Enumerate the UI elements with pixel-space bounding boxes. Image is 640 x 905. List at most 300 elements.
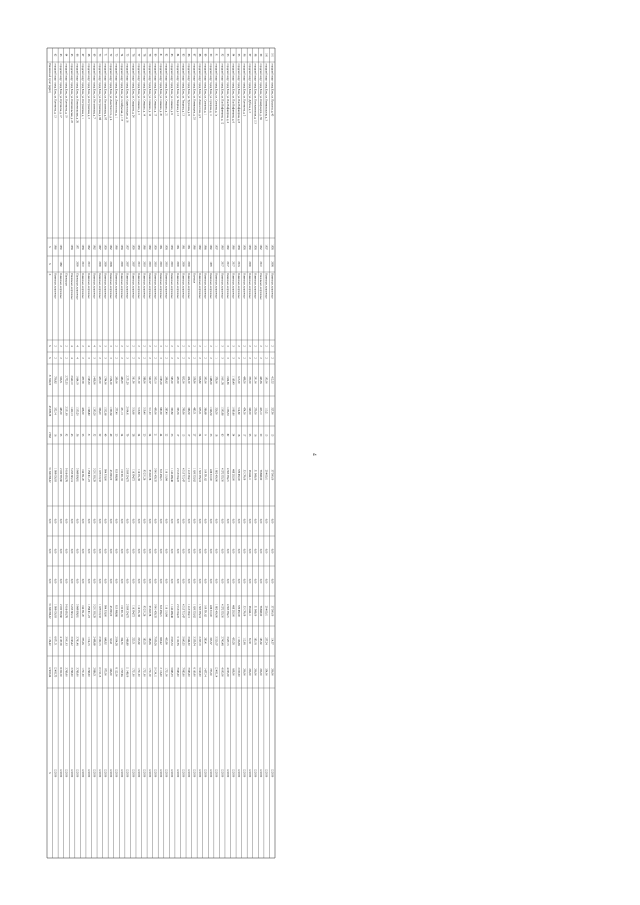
table-cell: 0,00	[170, 578, 174, 584]
table-cell: 0,00	[220, 518, 224, 524]
table-cell: 12.2030	[147, 768, 151, 778]
table-cell: 3 769,00	[75, 667, 79, 677]
table-cell: 9 616 693,78	[64, 604, 68, 618]
table-cell: 450,00	[175, 376, 179, 384]
header-cell: 0,00	[47, 548, 51, 554]
table-cell: 2	[192, 357, 196, 359]
table-cell: 1961	[186, 244, 190, 250]
table-cell: 2 642,10	[70, 375, 74, 385]
table-cell: 0,00	[225, 578, 229, 584]
table-cell: 2009	[97, 261, 101, 267]
table-cell: 1937	[264, 244, 268, 250]
table-cell: 67	[81, 53, 85, 57]
table-cell: 994 518,00	[103, 469, 107, 481]
table-cell: 84	[175, 53, 179, 57]
table-cell: 1997	[97, 244, 101, 250]
table-cell: городской округ город Елец, ул. Семашко, д. 20	[159, 63, 163, 116]
table-cell: 4 197,09	[58, 636, 62, 646]
table-cell: 12.2030	[220, 768, 224, 778]
table-cell: 185,18	[253, 637, 257, 645]
table-cell: Каменные, кирпичные	[214, 273, 218, 299]
table-cell: 2 015 004,22	[175, 604, 179, 618]
table-cell: 386,30	[186, 407, 190, 415]
table-cell: 0,00	[92, 518, 96, 524]
table-cell: городской округ город Елец, ул. Костромская, д. 8б	[97, 63, 101, 121]
table-cell: 7 983,00	[186, 667, 190, 677]
table-cell: 1957	[125, 244, 129, 250]
table-cell: 1 664,19	[75, 375, 79, 385]
table-cell: 92	[64, 433, 68, 437]
table-cell: 28 444,11	[248, 469, 252, 481]
table-cell: 980,90	[159, 407, 163, 415]
table-cell: 2	[58, 357, 62, 359]
table-cell: 2009	[103, 261, 107, 267]
table-cell: городской округ город Елец, ул. Товарная, д. 12	[175, 63, 179, 116]
table-cell: 51 908,00	[253, 469, 257, 481]
table-cell: 0,00	[164, 548, 168, 554]
table-cell: Каменные, кирпичные	[220, 273, 224, 299]
table-cell: 8 122,00	[114, 667, 118, 677]
table-cell: 0,00	[220, 578, 224, 584]
table-cell: 0,00	[186, 548, 190, 554]
table-cell: 5 235 345,16	[70, 604, 74, 618]
table-cell: 511,20	[147, 407, 151, 415]
table-cell: 0,00	[53, 578, 57, 584]
table-cell: городской округ город Елец, ул. Комсомольская, д. 22	[70, 63, 74, 123]
table-cell: 0,00	[270, 518, 274, 524]
table-cell: 73	[114, 53, 118, 57]
table-cell: 0,00	[131, 518, 135, 524]
table-cell: 0,00	[131, 578, 135, 584]
table-cell: 0,00	[75, 518, 79, 524]
table-cell: 206,00	[253, 668, 257, 676]
table-cell: 96	[242, 53, 246, 57]
table-cell: 1959	[153, 244, 157, 250]
table-cell: 2	[186, 357, 190, 359]
table-cell: Каменные, кирпичные	[131, 273, 135, 299]
table-cell: 1 488,00	[209, 375, 213, 385]
table-cell: 17	[242, 433, 246, 437]
table-cell: Каменные, кирпичные	[81, 273, 85, 299]
table-cell: 0,00	[97, 578, 101, 584]
table-cell: 2	[270, 345, 274, 347]
table-cell: 3 761,46	[75, 636, 79, 646]
table-cell: 5 645,35	[181, 636, 185, 646]
table-cell: 3	[103, 357, 107, 359]
table-cell: 0,00	[64, 548, 68, 554]
table-cell: 2	[175, 357, 179, 359]
table-cell: 43	[70, 433, 74, 437]
table-cell: 471,13	[120, 407, 124, 415]
header-cell: 45 978,39	[47, 405, 51, 417]
table-cell: городской округ город Елец, ул. Коммунаров, д. 33	[192, 63, 196, 120]
table-cell: 0,00	[242, 518, 246, 524]
table-cell: 2 886,31	[92, 667, 96, 677]
table-cell: 2	[181, 345, 185, 347]
table-cell: 68	[86, 53, 90, 57]
table-cell: 2 030 770,80	[58, 604, 62, 618]
table-cell: 465,96	[259, 376, 263, 384]
table-cell: 299,00	[114, 376, 118, 384]
table-cell: 1 999 030,93	[53, 604, 57, 618]
table-cell: 3	[159, 357, 163, 359]
table-cell: 0,00	[120, 548, 124, 554]
table-cell: 0,00	[253, 518, 257, 524]
table-cell: 2009	[181, 261, 185, 267]
table-cell: 3 231 305,29	[92, 604, 96, 618]
table-cell: 12.2030	[259, 768, 263, 778]
table-cell: 813 968,86	[114, 605, 118, 617]
table-cell: 0,00	[214, 548, 218, 554]
header-cell: 0,00	[47, 518, 51, 524]
table-cell: 3 231 305,29	[92, 468, 96, 482]
table-cell: 12.2030	[142, 768, 146, 778]
table-cell: 12.2030	[175, 768, 179, 778]
table-cell: 0,00	[142, 518, 146, 524]
table-cell: 2	[131, 345, 135, 347]
table-cell: 2010	[136, 261, 140, 267]
table-cell: 2009	[175, 261, 179, 267]
table-cell: 12.2030	[264, 768, 268, 778]
table-cell: 0,00	[136, 578, 140, 584]
table-cell: 82	[225, 433, 229, 437]
table-cell: городской округ город Елец, ул. Костромская, д. 7	[92, 63, 96, 119]
table-cell: 109 591,62	[203, 469, 207, 481]
table-cell: 0,00	[192, 548, 196, 554]
table-cell: 2	[53, 345, 57, 347]
table-cell: 56	[75, 433, 79, 437]
table-cell: 2	[64, 357, 68, 359]
table-cell: 2 925,53	[170, 636, 174, 646]
table-cell: 813 458,21	[159, 605, 163, 617]
table-cell: городской округ город Елец, ул. Костромская, д. 97	[103, 63, 107, 121]
table-cell: 0,00	[109, 518, 113, 524]
table-cell: 1959	[136, 244, 140, 250]
table-cell: 63	[220, 433, 224, 437]
table-cell: 82	[164, 53, 168, 57]
table-cell: 1 408,00	[92, 375, 96, 385]
table-cell: 0,00	[58, 548, 62, 554]
table-cell: 95 653,78	[147, 469, 151, 481]
table-cell: Каменные, кирпичные	[181, 273, 185, 299]
table-cell: 352,14	[53, 407, 57, 415]
table-cell: 3 769,00	[64, 667, 68, 677]
table-cell: 100	[264, 53, 268, 57]
table-cell: 0,00	[70, 518, 74, 524]
table-cell: городской округ город Елец, ул. Суворова, д. 11	[209, 63, 213, 117]
table-cell: 2	[136, 357, 140, 359]
table-cell: 434,00	[186, 376, 190, 384]
table-cell: городской округ город Елец, ул. Коммунальная, д. 3	[264, 63, 268, 121]
table-cell: 0,00	[86, 518, 90, 524]
table-cell: 483,00	[58, 407, 62, 415]
table-cell: городской округ город Елец, ул. Орджоникидзе, д. 16	[125, 63, 129, 123]
table-cell: 2 030 770,80	[58, 468, 62, 482]
table-cell: 2	[97, 345, 101, 347]
table-cell: 0,00	[70, 578, 74, 584]
table-cell: 11 148,00	[125, 666, 129, 678]
table-cell: 3	[109, 345, 113, 347]
table-cell: 1 415 594,15	[186, 468, 190, 482]
table-cell: 12.2030	[120, 768, 124, 778]
table-cell: 6 160,00	[192, 667, 196, 677]
table-cell: 5 520,37	[214, 636, 218, 646]
table-cell: 0,00	[242, 548, 246, 554]
table-cell: 1960	[209, 244, 213, 250]
table-cell: Каменные, кирпичные	[175, 273, 179, 299]
table-cell: 1 293,20	[92, 406, 96, 416]
table-cell: 6 671,51	[53, 636, 57, 646]
table-cell: 813 968,86	[114, 469, 118, 481]
table-cell: 1 798 811,23	[86, 604, 90, 618]
table-cell: 1 798 811,23	[86, 468, 90, 482]
table-cell: 12.2030	[136, 768, 140, 778]
table-cell: 2	[136, 345, 140, 347]
table-cell: 24	[120, 433, 124, 437]
table-cell: 485,31	[192, 407, 196, 415]
table-cell: 12.2030	[97, 768, 101, 778]
table-cell: 17	[186, 433, 190, 437]
table-cell: 65	[70, 53, 74, 57]
table-cell: 832,00	[181, 376, 185, 384]
table-cell: 195,00	[264, 376, 268, 384]
table-cell: 0,00	[242, 578, 246, 584]
table-cell: 0,00	[209, 578, 213, 584]
table-cell: 12.2030	[198, 768, 202, 778]
table-cell: 0,00	[264, 518, 268, 524]
table-cell: 3 657,15	[225, 636, 229, 646]
table-cell: городской округ город Елец, ул. Семашко, д. 21	[164, 63, 168, 116]
table-cell: 0,00	[109, 548, 113, 554]
table-cell: 3	[225, 345, 229, 347]
table-cell: 37 500,00	[270, 469, 274, 481]
table-cell: 74	[120, 53, 124, 57]
table-cell: 2	[236, 357, 240, 359]
table-cell: 85	[181, 53, 185, 57]
table-cell: городской округ город Елец, ул. Кротевича, д. 5	[242, 63, 246, 117]
table-cell: 225,31	[131, 637, 135, 645]
table-cell: 12.2030	[92, 768, 96, 778]
table-cell: 2003	[170, 261, 174, 267]
table-cell: 0,00	[142, 578, 146, 584]
table-cell: 12.2030	[253, 768, 257, 778]
table-cell: 0,00	[203, 578, 207, 584]
header-cell: X	[47, 357, 51, 359]
table-cell: 1958	[164, 244, 168, 250]
table-cell: 425,10	[259, 407, 263, 415]
table-cell: 2	[142, 345, 146, 347]
table-cell: 648,92	[103, 637, 107, 645]
table-cell: 1 368,80	[86, 406, 90, 416]
table-cell: 2 498,69	[92, 636, 96, 646]
table-cell: 0,00	[136, 548, 140, 554]
table-cell: 99	[259, 53, 263, 57]
table-cell: 736,82	[53, 376, 57, 384]
table-cell: 2	[198, 357, 202, 359]
table-cell: 1 721,00	[147, 667, 151, 677]
table-cell: 12.2030	[181, 768, 185, 778]
table-cell: 386,69	[203, 407, 207, 415]
table-cell: Каменные, кирпичные	[203, 273, 207, 299]
table-cell: 9 616 693,78	[64, 468, 68, 482]
table-cell: 1960	[192, 244, 196, 250]
table-cell: Каменные, кирпичные	[209, 273, 213, 299]
table-cell: 585,00	[170, 376, 174, 384]
table-cell: 51	[86, 433, 90, 437]
table-cell: 291,00	[253, 376, 257, 384]
table-cell: 7 959,26	[153, 636, 157, 646]
table-cell: 2	[153, 345, 157, 347]
table-cell: 12 492,75	[53, 666, 57, 678]
table-cell: 2	[53, 357, 57, 359]
table-cell: 12.2030	[153, 768, 157, 778]
table-cell: 21	[153, 433, 157, 437]
table-cell: 98	[253, 53, 257, 57]
table-cell: 12.2030	[64, 768, 68, 778]
table-cell: 450,00	[97, 376, 101, 384]
table-cell: 2	[120, 345, 124, 347]
header-cell: 0,00	[47, 578, 51, 584]
table-cell: 2	[264, 345, 268, 347]
table-cell: 0,00	[53, 548, 57, 554]
table-cell: 1959	[248, 244, 252, 250]
table-cell: 27	[192, 433, 196, 437]
table-cell: 206,00	[259, 668, 263, 676]
table-cell: 349,00	[248, 407, 252, 415]
table-cell: 370,00	[248, 376, 252, 384]
table-cell: 2	[253, 345, 257, 347]
table-cell: 12.2030	[103, 768, 107, 778]
table-cell: 0,00	[81, 578, 85, 584]
table-cell: 0,00	[192, 578, 196, 584]
table-cell: 0,00	[236, 548, 240, 554]
table-cell: 2	[209, 345, 213, 347]
table-cell: Каменные, кирпичные	[225, 273, 229, 299]
table-cell: 3	[86, 357, 90, 359]
table-cell: 2	[81, 357, 85, 359]
table-cell: 505,10	[153, 376, 157, 384]
table-cell: 23	[142, 433, 146, 437]
table-cell: 0,00	[186, 518, 190, 524]
table-cell: 0,00	[209, 548, 213, 554]
table-cell: 116 231,38	[136, 605, 140, 617]
table-cell: 88	[198, 53, 202, 57]
table-cell: 2008	[109, 261, 113, 267]
table-cell: Каменные, кирпичные	[58, 273, 62, 299]
table-cell: Каменные, кирпичные	[125, 273, 129, 299]
table-cell: 0,00	[236, 518, 240, 524]
table-cell: 12.2030	[125, 768, 129, 778]
table-cell: 23	[114, 433, 118, 437]
table-cell: 395,00	[203, 376, 207, 384]
table-cell: 0,00	[147, 578, 151, 584]
table-cell: 2009	[248, 261, 252, 267]
table-cell: 403,99	[164, 637, 168, 645]
table-cell: 1 721,00	[131, 667, 135, 677]
table-cell: 2 592,15	[97, 636, 101, 646]
table-cell: 2	[236, 345, 240, 347]
table-cell: 0,00	[264, 578, 268, 584]
table-cell: 1962	[86, 244, 90, 250]
table-cell: 438 310,00	[209, 469, 213, 481]
table-cell: 2003	[142, 261, 146, 267]
header-cell: 12 492,64	[47, 666, 51, 678]
table-cell: 91	[214, 53, 218, 57]
table-cell: 1962	[109, 244, 113, 250]
table-cell: 615,00	[236, 376, 240, 384]
table-cell: 12.2030	[231, 768, 235, 778]
table-cell: городской округ город Елец, ул. Кооперативная, д. 113	[253, 63, 257, 124]
table-cell: 2017	[220, 261, 224, 267]
table-cell: 2	[170, 345, 174, 347]
table-cell: 1960	[198, 244, 202, 250]
table-cell: 3	[109, 357, 113, 359]
table-cell: 206,00	[242, 668, 246, 676]
table-cell: 12.2030	[214, 768, 218, 778]
table-cell: 1971	[75, 244, 79, 250]
table-cell: 75	[125, 53, 129, 57]
table-cell: Каменные, кирпичные	[264, 273, 268, 299]
table-cell: 72	[109, 53, 113, 57]
table-cell: 994 518,00	[103, 605, 107, 617]
table-cell: 1 466,69	[125, 636, 129, 646]
table-cell: 206,00	[248, 668, 252, 676]
table-cell: 1 256,53	[225, 406, 229, 416]
table-cell: 53 179,09	[242, 605, 246, 617]
table-cell: 116 394,72	[131, 605, 135, 617]
table-cell: 25	[248, 433, 252, 437]
table-cell: 1960	[231, 244, 235, 250]
table-cell: 0,00	[253, 578, 257, 584]
table-cell: 0,00	[70, 548, 74, 554]
table-cell: 7 983,00	[175, 667, 179, 677]
table-cell: 0,00	[81, 548, 85, 554]
table-cell: 1958	[81, 244, 85, 250]
table-cell: 2010	[259, 261, 263, 267]
table-cell: 2017	[225, 261, 229, 267]
table-cell: 0,00	[170, 518, 174, 524]
table-cell: 0,00	[225, 518, 229, 524]
table-cell: 15	[270, 433, 274, 437]
table-cell: 2	[181, 357, 185, 359]
table-cell: городской округ город Елец, ул. Семашко, д. 17	[153, 63, 157, 116]
table-cell: 1 721,00	[142, 667, 146, 677]
table-cell: городской округ город Елец, ул. Товарная, д. 13	[181, 63, 185, 116]
table-cell: 12.2030	[225, 768, 229, 778]
table-cell: 0,00	[231, 578, 235, 584]
table-cell: городской округ город Елец, ул. Пушкина, д. 43	[270, 63, 274, 117]
table-cell: 152 901,55	[120, 469, 124, 481]
table-cell: 1980	[58, 261, 62, 267]
table-cell: 1960	[53, 244, 57, 250]
table-cell: 183,35	[142, 637, 146, 645]
table-cell: Панельные, кирпичные	[70, 273, 74, 300]
table-cell: 12.2030	[159, 768, 163, 778]
table-cell: 0,00	[159, 518, 163, 524]
table-cell: 0,00	[225, 548, 229, 554]
table-cell: 0,00	[259, 548, 263, 554]
table-cell: 1 503 376,18	[198, 468, 202, 482]
table-cell: 83	[170, 53, 174, 57]
table-cell: 1 532,60	[103, 406, 107, 416]
table-cell: 12 492,14	[214, 666, 218, 678]
table-cell: 1 169,49	[231, 375, 235, 385]
table-cell: 1 630 533,62	[192, 604, 196, 618]
table-cell: городской округ город Елец, ул. Льва Толстого, д. 4	[109, 63, 113, 121]
table-cell: Каменные, кирпичные	[153, 273, 157, 299]
table-cell: 1 083,00	[159, 375, 163, 385]
table-cell: 1 604,85	[225, 375, 229, 385]
